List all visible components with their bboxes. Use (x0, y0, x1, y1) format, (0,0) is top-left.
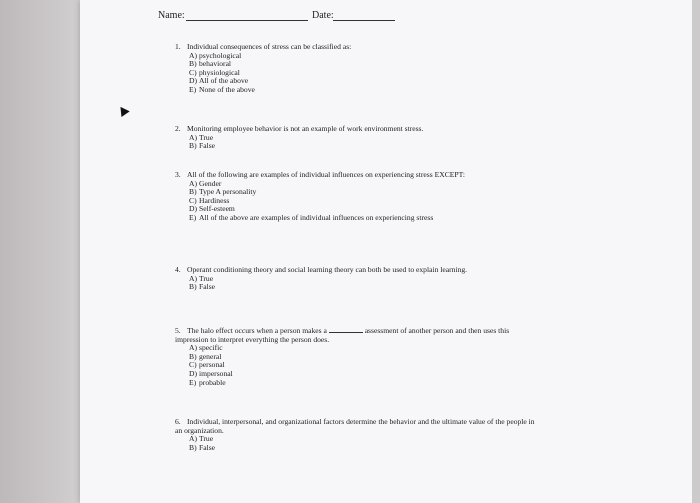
option[interactable] (175, 344, 535, 353)
option[interactable] (175, 214, 535, 223)
option-letter: B) (189, 59, 197, 69)
option-text: All of the above (199, 76, 249, 86)
option-text: impersonal (199, 368, 233, 378)
option[interactable] (175, 134, 535, 143)
question-number: 2. (175, 124, 181, 133)
option-text: None of the above (199, 84, 255, 94)
option-letter: A) (189, 273, 198, 283)
option-text: probable (199, 377, 226, 387)
option-text: False (199, 141, 216, 151)
option-text: False (199, 442, 216, 452)
question-4 (175, 266, 535, 292)
option-text: True (199, 434, 214, 444)
name-label: Name: (158, 10, 185, 21)
option-letter: D) (189, 204, 198, 214)
option[interactable] (175, 283, 535, 292)
option[interactable] (175, 379, 535, 388)
option-text: Hardiness (199, 195, 230, 205)
option-letter: E) (189, 377, 197, 387)
option[interactable] (175, 353, 535, 362)
option-letter: B) (189, 282, 197, 292)
option[interactable] (175, 444, 535, 453)
question-text: Monitoring employee behavior is not an example of work environment stress. (187, 124, 424, 133)
question-number: 1. (175, 42, 181, 51)
question-3 (175, 171, 535, 223)
date-line (333, 10, 395, 21)
option-text: True (199, 273, 214, 283)
option-text: specific (199, 343, 223, 353)
option-letter: E) (189, 84, 197, 94)
question-text: Individual, interpersonal, and organizational factors determine the behavior and the ultimate value of the people in an organization. (175, 417, 535, 435)
option-text: physiological (199, 67, 240, 77)
question-number: 4. (175, 265, 181, 274)
question-text: Operant conditioning theory and social learning theory can both be used to explain learning. (187, 265, 468, 274)
option-text: psychological (199, 50, 242, 60)
background-right (692, 0, 700, 503)
background-left (0, 0, 80, 503)
option-text: Gender (199, 178, 222, 188)
question-number: 6. (175, 417, 181, 426)
question-text-before: The halo effect occurs when a person makes a (187, 326, 327, 335)
option-letter: C) (189, 360, 197, 370)
option[interactable] (175, 370, 535, 379)
question-2 (175, 125, 535, 151)
question-number: 5. (175, 326, 181, 335)
option-letter: E) (189, 212, 197, 222)
option[interactable] (175, 142, 535, 151)
option-letter: B) (189, 187, 197, 197)
option[interactable] (175, 435, 535, 444)
option-letter: A) (189, 434, 198, 444)
option-letter: C) (189, 195, 197, 205)
option-letter: A) (189, 343, 198, 353)
name-line (186, 10, 308, 21)
question-text: Individual consequences of stress can be classified as: (187, 42, 352, 51)
option-letter: B) (189, 442, 197, 452)
option-text: False (199, 282, 216, 292)
question-1 (175, 43, 535, 95)
option-text: Type A personality (199, 187, 257, 197)
option-text: behavioral (199, 59, 232, 69)
option-text: Self-esteem (199, 204, 235, 214)
option[interactable] (175, 86, 535, 95)
option-letter: C) (189, 67, 197, 77)
option-letter: A) (189, 132, 198, 142)
question-5 (175, 326, 535, 387)
question-text-after: assessment of another person and then uses this impression to interpret everything the person does. (175, 326, 510, 344)
option-text: personal (199, 360, 225, 370)
question-number: 3. (175, 170, 181, 179)
option-letter: B) (189, 351, 197, 361)
option-letter: B) (189, 141, 197, 151)
option-letter: D) (189, 368, 198, 378)
option-letter: A) (189, 178, 198, 188)
option-text: True (199, 132, 214, 142)
option-letter: D) (189, 76, 198, 86)
option-letter: A) (189, 50, 198, 60)
option-text: general (199, 351, 222, 361)
question-text: All of the following are examples of individual influences on experiencing stress EXCEPT: (187, 170, 465, 179)
option-text: All of the above are examples of individual influences on experiencing stress (199, 212, 434, 222)
date-label: Date: (312, 10, 334, 21)
question-6 (175, 418, 535, 452)
fill-in-blank[interactable] (329, 326, 363, 333)
option[interactable] (175, 275, 535, 284)
